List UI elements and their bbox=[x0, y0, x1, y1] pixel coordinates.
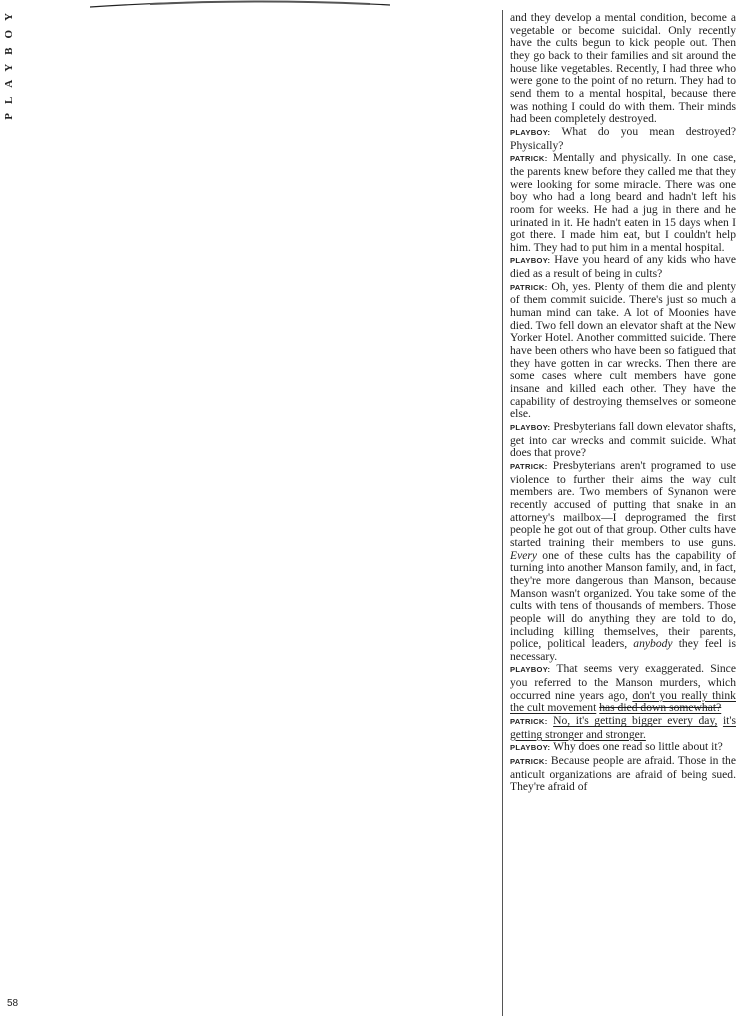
question-text: Have you heard of any kids who have died as a result of being in cults? bbox=[510, 253, 736, 281]
interview-question bbox=[510, 254, 736, 280]
question-text: Why does one read so little about it? bbox=[553, 740, 723, 754]
paragraph-text: and they develop a mental condition, become a vegetable or become suicidal. Only recently have the cults begun to kick people out. Then they go back to their families and sit around the house like vegetables. Recently, I had three who were gone to the point of no return. They had to send them to a mental hospital, because there was nothing I could do with them. Their minds had been completely destroyed. bbox=[510, 11, 736, 126]
underlined-text: No, it's getting bigger every day, bbox=[553, 714, 718, 728]
answer-text: they feel is necessary. bbox=[510, 637, 736, 663]
emphasis-text: anybody bbox=[633, 637, 673, 651]
article-column bbox=[510, 12, 736, 794]
interview-question bbox=[510, 741, 736, 755]
interview-answer bbox=[510, 755, 736, 794]
interview-answer bbox=[510, 152, 736, 254]
answer-text: Presbyterians aren't programed to use violence to further their aims the way cult members are. Two members of Synanon were recently accused of putting that snake in an attorney's mailbox—I deprogramed the first people he got out of that group. Other cults have started training their members to use guns. bbox=[510, 458, 736, 549]
question-text: That seems very exaggerated. Since you referred to the Manson murders, which occurred nine years ago, bbox=[510, 662, 736, 702]
speaker-label: PATRICK: bbox=[510, 154, 548, 164]
page-number: 58 bbox=[7, 998, 19, 1009]
answer-text: Because people are afraid. Those in the anticult organizations are afraid of being sued. They're afraid of bbox=[510, 754, 736, 794]
speaker-label: PLAYBOY: bbox=[510, 256, 551, 266]
speaker-label: PLAYBOY: bbox=[510, 127, 551, 137]
speaker-label: PLAYBOY: bbox=[510, 423, 551, 432]
speaker-label: PATRICK: bbox=[510, 461, 548, 471]
speaker-label: PATRICK: bbox=[510, 757, 548, 767]
underlined-text: it's getting stronger and stronger. bbox=[510, 714, 736, 741]
column-rule bbox=[502, 10, 503, 1016]
underlined-text: don't you really think the cult movement bbox=[510, 688, 736, 715]
question-text: What do you mean destroyed? Physically? bbox=[510, 124, 736, 152]
interview-answer bbox=[510, 281, 736, 421]
speaker-label: PATRICK: bbox=[510, 717, 548, 727]
emphasis-text: Every bbox=[510, 548, 538, 562]
interview-answer bbox=[510, 715, 736, 741]
answer-text: Mentally and physically. In one case, the parents knew before they called me that they were looking for some miracle. There was one boy who had a long beard and hadn't left his room for weeks. He had a jug in there and he urinated in it. He hadn't eaten in 15 days when I got there. I made him eat, but I couldn't help him. They had to put him in a mental hospital. bbox=[510, 151, 736, 254]
speaker-label: PLAYBOY: bbox=[510, 743, 551, 753]
speaker-label: PATRICK: bbox=[510, 282, 548, 292]
answer-text: one of these cults has the capability of turning into another Manson family, and, in fact, they're more dangerous than Manson, because Manson wasn't organized. You take some of the cults with tens of thousands of members. Those people will do anything they are told to do, including killing themselves, their parents, police, political leaders, bbox=[510, 548, 736, 651]
interview-question bbox=[510, 663, 736, 715]
underlined-text: has died down somewhat? bbox=[599, 701, 722, 715]
magazine-vertical-logo: PLAYBOY bbox=[3, 4, 15, 120]
speaker-label: PLAYBOY: bbox=[510, 665, 551, 675]
interview-question bbox=[510, 126, 736, 152]
question-text: Presbyterians fall down elevator shafts, get into car wrecks and commit suicide. What does that prove? bbox=[510, 420, 736, 460]
article-paragraph-opening bbox=[510, 12, 736, 126]
top-decorative-curve bbox=[90, 0, 390, 8]
interview-question bbox=[510, 421, 736, 460]
interview-answer bbox=[510, 460, 736, 664]
answer-text: Oh, yes. Plenty of them die and plenty of them commit suicide. There's just so much a human mind can take. A lot of Moonies have died. Two fell down an elevator shaft at the New Yorker Hotel. Another committed suicide. There have been others who have been so fatigued that they have gotten in car wrecks. Then there are some cases where cult members have gone insane and killed each other. They have the capability of destroying themselves or someone else. bbox=[510, 279, 737, 421]
